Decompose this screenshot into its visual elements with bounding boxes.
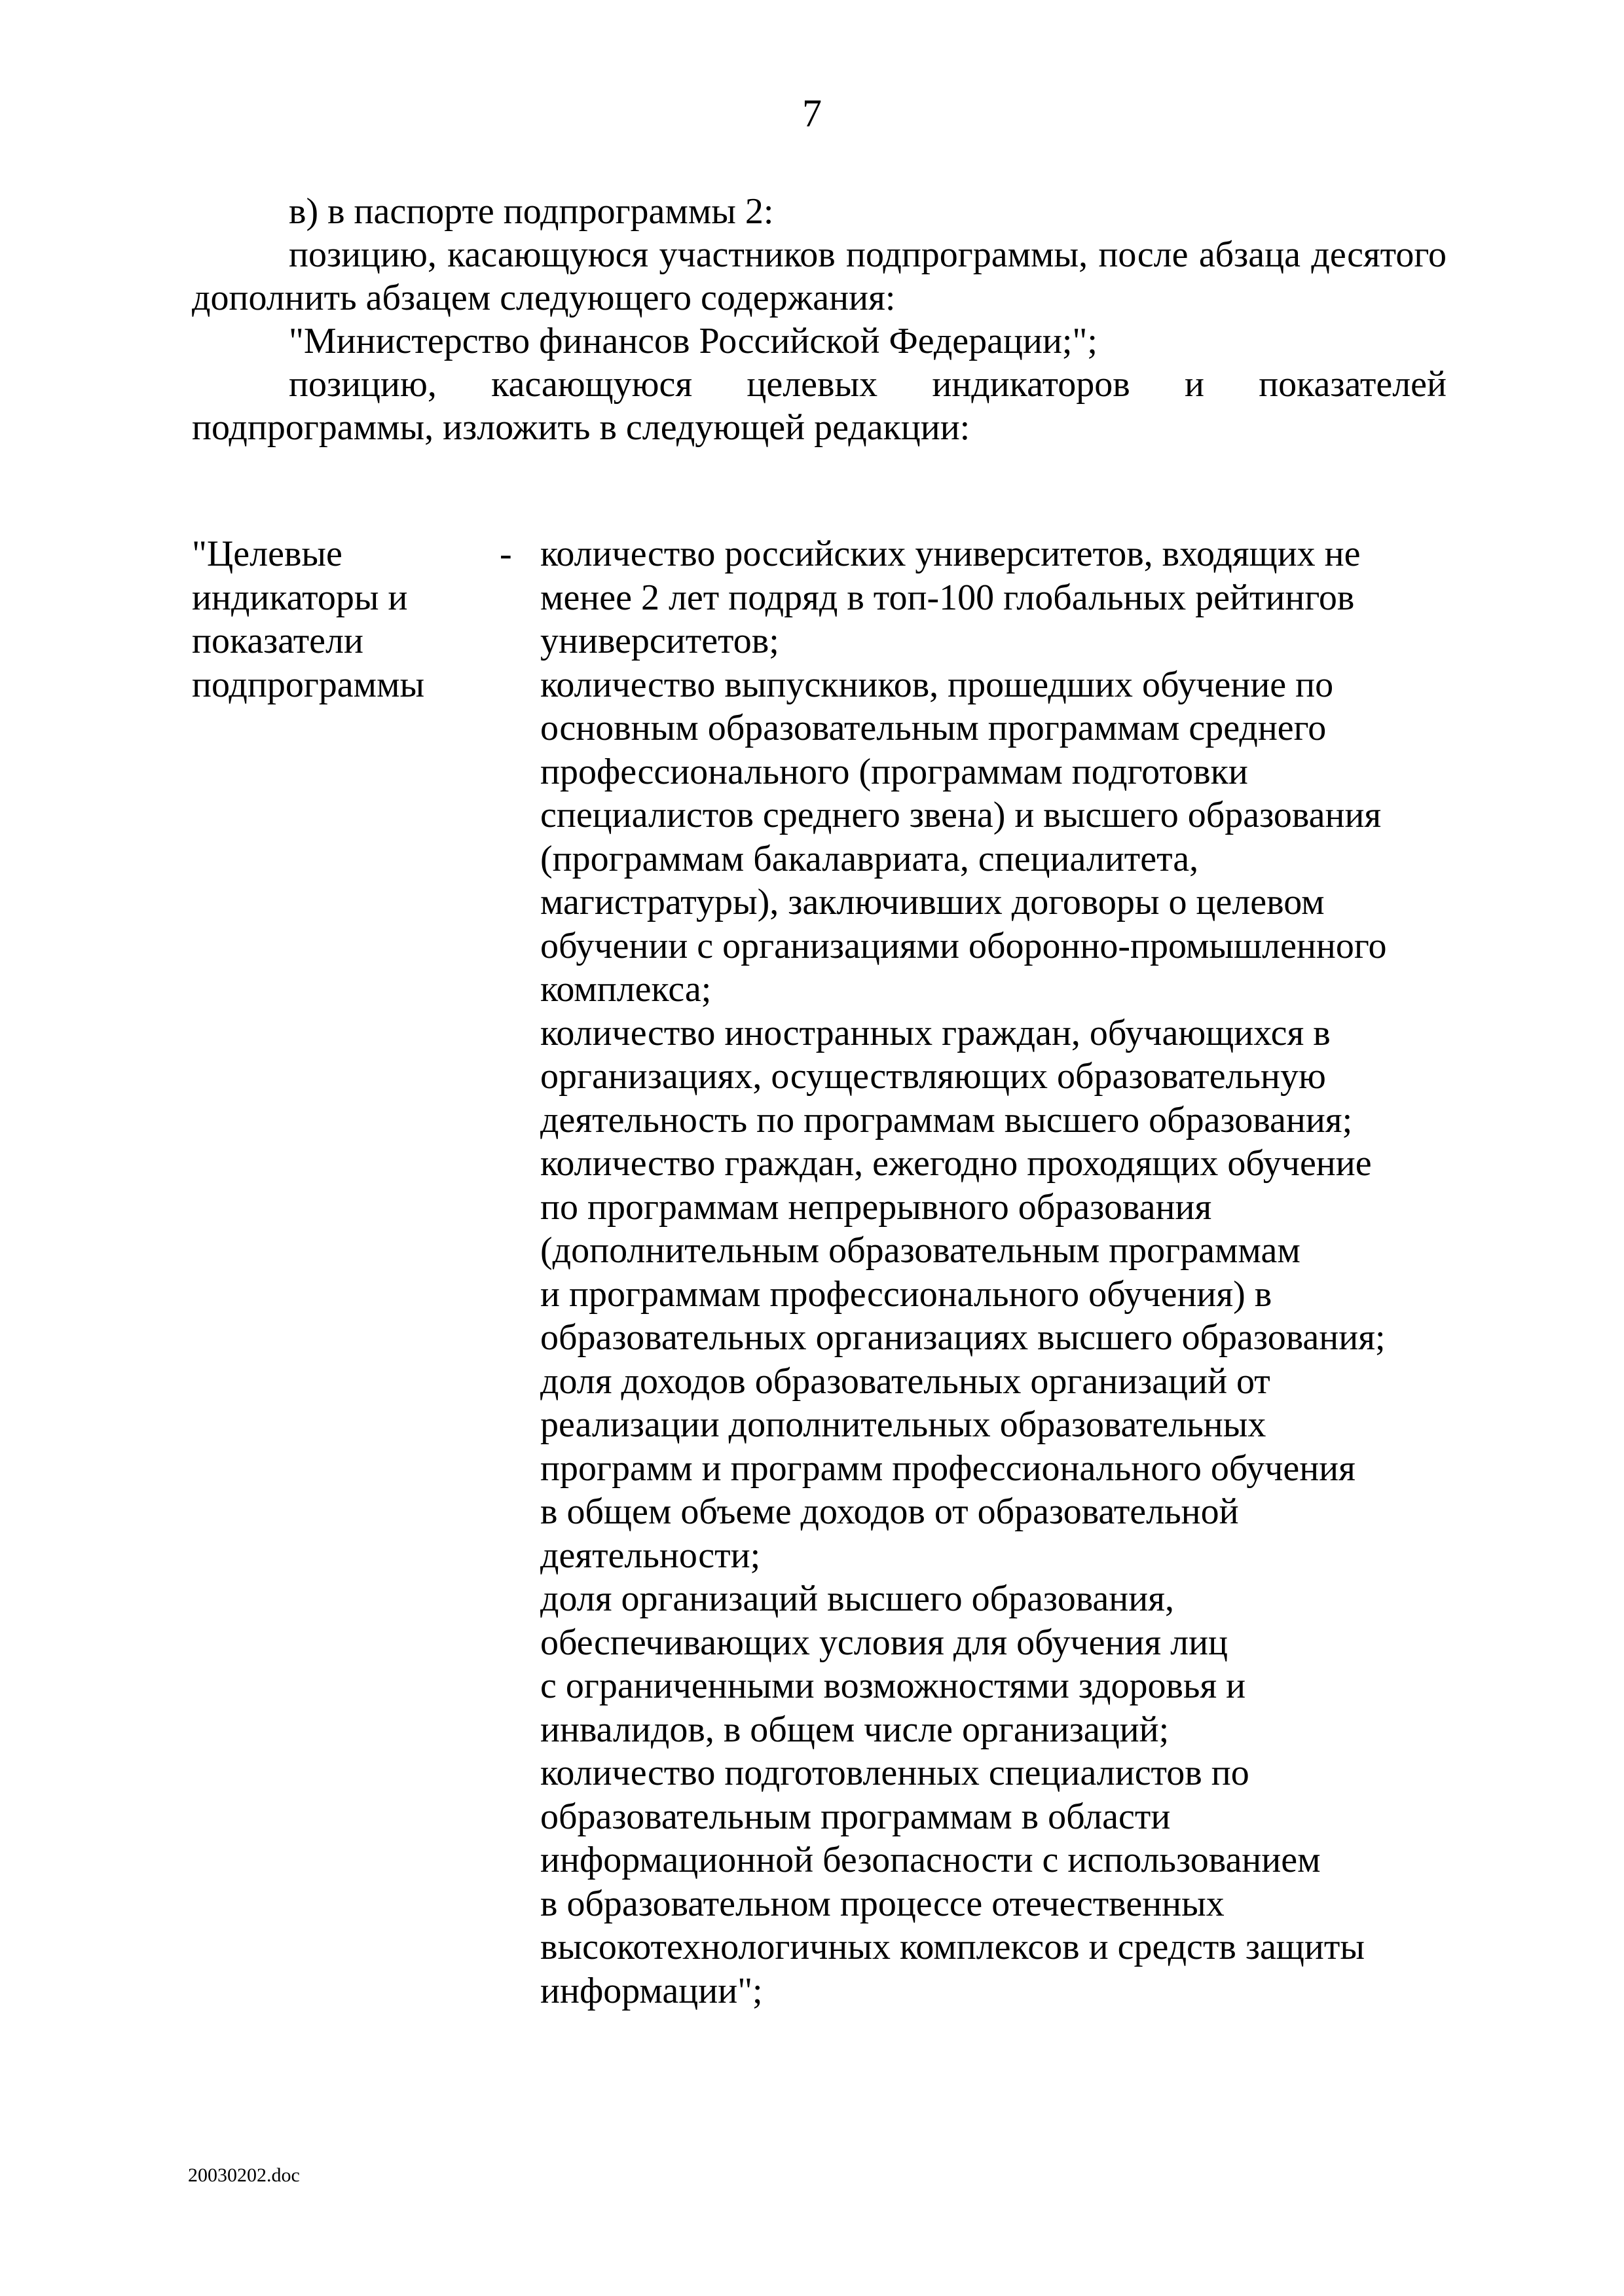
intro-paragraph-3: "Министерство финансов Российской Федерации;";	[289, 321, 1098, 361]
indicator-item	[540, 1577, 1457, 1751]
intro-section	[192, 190, 1447, 449]
indicator-line: (дополнительным образовательным программам	[540, 1230, 1301, 1271]
indicator-line: университетов;	[540, 621, 779, 661]
indicator-line: обеспечивающих условия для обучения лиц	[540, 1622, 1228, 1663]
intro-paragraph-2: позицию, касающуюся участников подпрограммы, после абзаца десятого дополнить абзацем следующего содержания:	[192, 234, 1447, 318]
indicator-line: количество выпускников, прошедших обучение по	[540, 664, 1334, 705]
indicator-item	[540, 1011, 1457, 1142]
indicator-line: количество российских университетов, входящих не	[540, 534, 1361, 574]
indicator-line: профессионального (программам подготовки	[540, 751, 1248, 792]
indicator-line: (программам бакалавриата, специалитета,	[540, 838, 1199, 879]
intro-paragraph-1: в) в паспорте подпрограммы 2:	[289, 191, 774, 232]
indicator-item	[540, 1360, 1457, 1578]
position-label-line: "Целевые	[192, 534, 342, 574]
indicator-line: специалистов среднего звена) и высшего образования	[540, 795, 1382, 835]
indicator-line: основным образовательным программам среднего	[540, 708, 1327, 748]
indicator-line: количество граждан, ежегодно проходящих обучение	[540, 1143, 1372, 1184]
indicator-line: с ограниченными возможностями здоровья и	[540, 1666, 1246, 1706]
intro-paragraph-4: позицию, касающуюся целевых индикаторов и показателей подпрограммы, изложить в следующей редакции:	[192, 364, 1447, 448]
indicator-line: деятельности;	[540, 1535, 761, 1576]
indicator-line: количество иностранных граждан, обучающихся в	[540, 1012, 1331, 1053]
indicator-item	[540, 663, 1457, 1011]
indicator-line: доля организаций высшего образования,	[540, 1578, 1174, 1619]
indicator-item	[540, 532, 1457, 663]
indicator-list	[540, 532, 1457, 2013]
indicator-line: образовательным программам в области	[540, 1796, 1171, 1837]
indicator-line: обучении с организациями оборонно-промышленного	[540, 925, 1387, 966]
indicator-line: информационной безопасности с использованием	[540, 1840, 1321, 1880]
position-label-line: индикаторы и	[192, 577, 408, 618]
indicator-line: и программам профессионального обучения) в	[540, 1273, 1272, 1315]
indicator-item	[540, 1751, 1457, 2013]
indicator-line: деятельность по программам высшего образования;	[540, 1099, 1353, 1140]
indicator-line: магистратуры), заключивших договоры о целевом	[540, 882, 1325, 922]
indicator-line: в образовательном процессе отечественных	[540, 1883, 1225, 1924]
position-dash: -	[500, 534, 512, 574]
position-label	[192, 532, 473, 706]
indicator-line: количество подготовленных специалистов по	[540, 1753, 1249, 1793]
page-number: 7	[802, 92, 822, 135]
indicator-line: в общем объеме доходов от образовательной	[540, 1491, 1239, 1532]
indicator-line: высокотехнологичных комплексов и средств защиты	[540, 1927, 1365, 1967]
indicator-line: программ и программ профессионального обучения	[540, 1448, 1356, 1489]
file-name: 20030202.doc	[188, 2164, 300, 2186]
indicator-line: по программам непрерывного образования	[540, 1186, 1212, 1228]
indicator-line: реализации дополнительных образовательных	[540, 1404, 1266, 1445]
position-label-line: показатели	[192, 621, 363, 661]
indicator-line: комплекса;	[540, 969, 712, 1010]
indicator-line: образовательных организациях высшего образования;	[540, 1317, 1386, 1358]
position-label-line: подпрограммы	[192, 664, 425, 705]
indicator-line: менее 2 лет подряд в топ-100 глобальных рейтингов	[540, 577, 1355, 618]
indicator-item	[540, 1142, 1457, 1360]
indicator-line: информации";	[540, 1970, 763, 2011]
indicator-line: доля доходов образовательных организаций от	[540, 1360, 1270, 1402]
indicator-line: организациях, осуществляющих образовательную	[540, 1056, 1326, 1097]
indicator-line: инвалидов, в общем числе организаций;	[540, 1709, 1170, 1750]
